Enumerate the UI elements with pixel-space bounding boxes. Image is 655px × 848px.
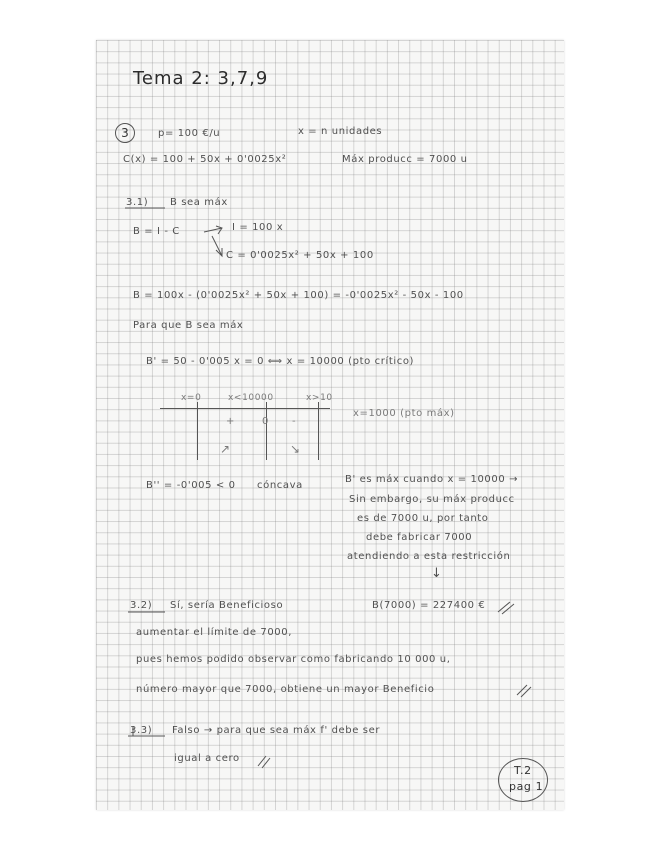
part3-line-2: igual a cero [174, 753, 240, 764]
part2-line-3: pues hemos podido observar como fabricando 10 000 u, [136, 654, 451, 665]
table-sign-zero: 0 [262, 416, 269, 427]
increasing-arrow: ↗ [220, 442, 231, 456]
stamp-page: pag 1 [509, 780, 544, 793]
conclusion-line-5: atendiendo a esta restricción [347, 551, 511, 562]
part1-label: 3.1) [126, 197, 149, 208]
table-divider-2 [266, 402, 267, 460]
max-production: Máx producc = 7000 u [342, 154, 468, 165]
benefit-definition: B = I - C [133, 226, 180, 237]
problem-number-circle [115, 123, 135, 143]
part2-line-4: número mayor que 7000, obtiene un mayor Beneficio [136, 684, 435, 695]
second-derivative: B'' = -0'005 < 0 [146, 480, 236, 491]
benefit-at-7000: B(7000) = 227400 € [372, 600, 486, 611]
table-header-3: x>10 [306, 393, 333, 403]
conclusion-line-2: Sin embargo, su máx producc [349, 494, 515, 505]
max-condition: Para que B sea máx [133, 320, 244, 331]
conclusion-line-1: B' es máx cuando x = 10000 → [345, 474, 519, 485]
income-function: I = 100 x [232, 222, 284, 233]
table-header-2: x<10000 [228, 393, 274, 403]
table-header-1: x=0 [181, 393, 202, 403]
benefit-function: B = 100x - (0'0025x² + 50x + 100) = -0'0025x² - 50x - 100 [133, 290, 464, 301]
part2-line-1: Sí, sería Beneficioso [170, 600, 284, 611]
part2-label: 3.2) [130, 600, 153, 611]
page-title: Tema 2: 3,7,9 [133, 68, 269, 89]
conclusion-line-4: debe fabricar 7000 [366, 532, 473, 543]
cost-function: C(x) = 100 + 50x + 0'0025x² [123, 154, 287, 165]
max-point-note: x=1000 (pto máx) [353, 408, 455, 419]
decreasing-arrow: ↘ [290, 442, 301, 456]
problem-number: 3 [121, 126, 129, 140]
cost-restated: C = 0'0025x² + 50x + 100 [226, 250, 374, 261]
part3-label: 3.3) [130, 725, 153, 736]
table-divider-1 [197, 402, 198, 460]
stamp-topic: T.2 [514, 764, 532, 777]
part2-line-2: aumentar el límite de 7000, [136, 627, 292, 638]
first-derivative: B' = 50 - 0'005 x = 0 ⟺ x = 10000 (pto crítico) [146, 356, 415, 367]
price-statement: p= 100 €/u [158, 128, 221, 139]
conclusion-line-3: es de 7000 u, por tanto [357, 513, 489, 524]
concavity-note: cóncava [257, 480, 303, 491]
down-arrow: ↓ [431, 566, 443, 581]
part3-line-1: Falso → para que sea máx f' debe ser [172, 725, 381, 736]
table-sign-negative: - [292, 416, 297, 427]
table-divider-3 [318, 402, 319, 460]
table-top-line [160, 408, 330, 409]
part1-heading: B sea máx [170, 197, 228, 208]
table-sign-positive: + [226, 416, 235, 427]
x-definition: x = n unidades [298, 126, 383, 137]
